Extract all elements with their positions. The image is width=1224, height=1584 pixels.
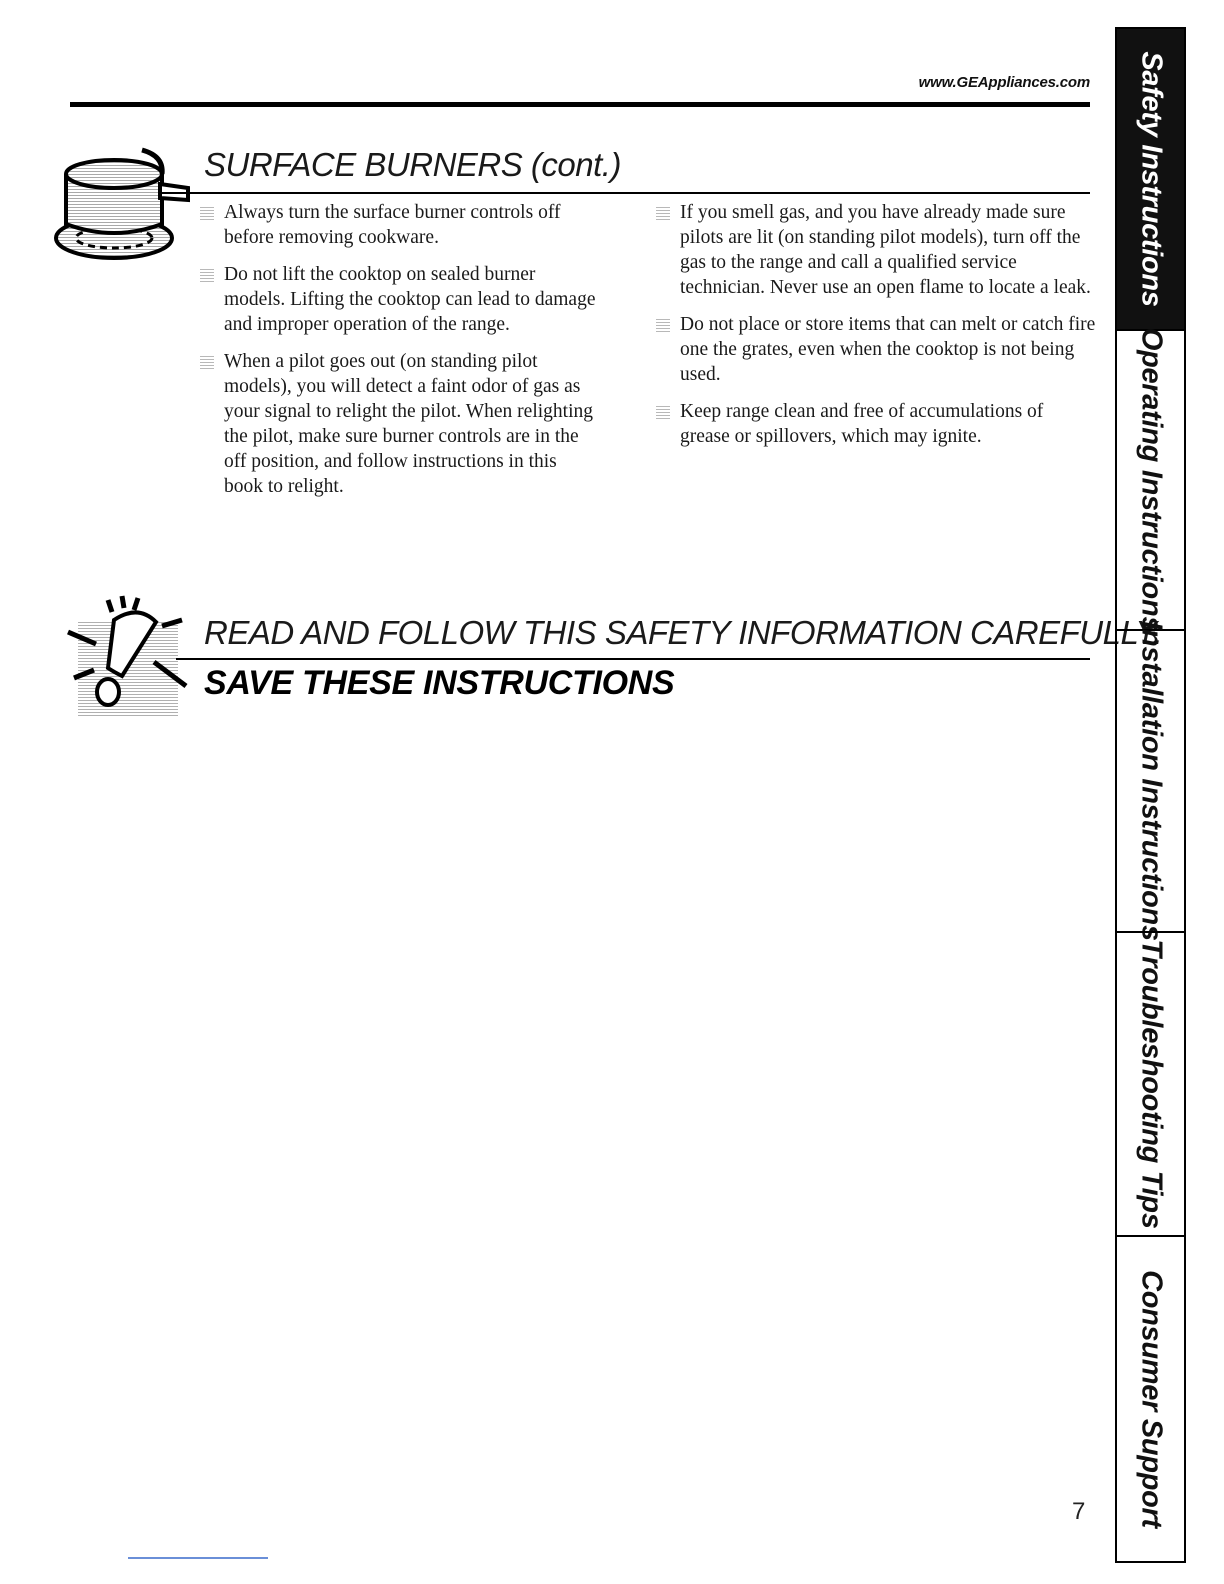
section-title-rule [160,192,1090,194]
tab-consumer-support[interactable]: Consumer Support [1117,1235,1184,1561]
bullet-icon [656,206,670,220]
bullet-icon [200,355,214,369]
warning-rule [176,658,1090,660]
tab-installation-instructions[interactable]: Installation Instructions [1117,629,1184,931]
bullet-icon [200,206,214,220]
list-item: If you smell gas, and you have already made sure pilots are lit (on standing pilot models), turn off the gas to the range and call a qualified service technician. Never use an open flame to locate a leak. [656,200,1096,300]
bullet-icon [656,318,670,332]
section-tabs [1115,27,1186,1563]
left-column [200,200,600,511]
tab-troubleshooting-tips[interactable]: Troubleshooting Tips [1117,931,1184,1235]
list-item: When a pilot goes out (on standing pilot models), you will detect a faint odor of gas as your signal to relight the pilot. When relighting the pilot, make sure burner controls are in the off position, and follow instructions in this book to relight. [200,349,600,499]
right-column [656,200,1096,461]
bullet-icon [200,268,214,282]
bullet-icon [656,405,670,419]
list-item: Do not place or store items that can melt or catch fire one the grates, even when the cooktop is not being used. [656,312,1096,387]
header-rule [70,102,1090,107]
section-title: SURFACE BURNERS (cont.) [204,146,621,183]
list-item: Do not lift the cooktop on sealed burner models. Lifting the cooktop can lead to damage and improper operation of the range. [200,262,600,337]
page-number: 7 [1072,1498,1086,1525]
save-instructions-heading: SAVE THESE INSTRUCTIONS [204,664,675,702]
tab-safety-instructions[interactable]: Safety Instructions [1117,29,1184,329]
cooktop-burner-icon [52,138,192,278]
exclamation-warning-icon [58,592,190,722]
list-item: Keep range clean and free of accumulations of grease or spillovers, which may ignite. [656,399,1096,449]
safety-warning-title: READ AND FOLLOW THIS SAFETY INFORMATION CAREFULLY. [204,614,1163,651]
bottom-link-underline [128,1557,268,1559]
website-url: www.GEAppliances.com [918,74,1090,91]
tab-operating-instructions[interactable]: Operating Instructions [1117,329,1184,629]
list-item: Always turn the surface burner controls off before removing cookware. [200,200,600,250]
